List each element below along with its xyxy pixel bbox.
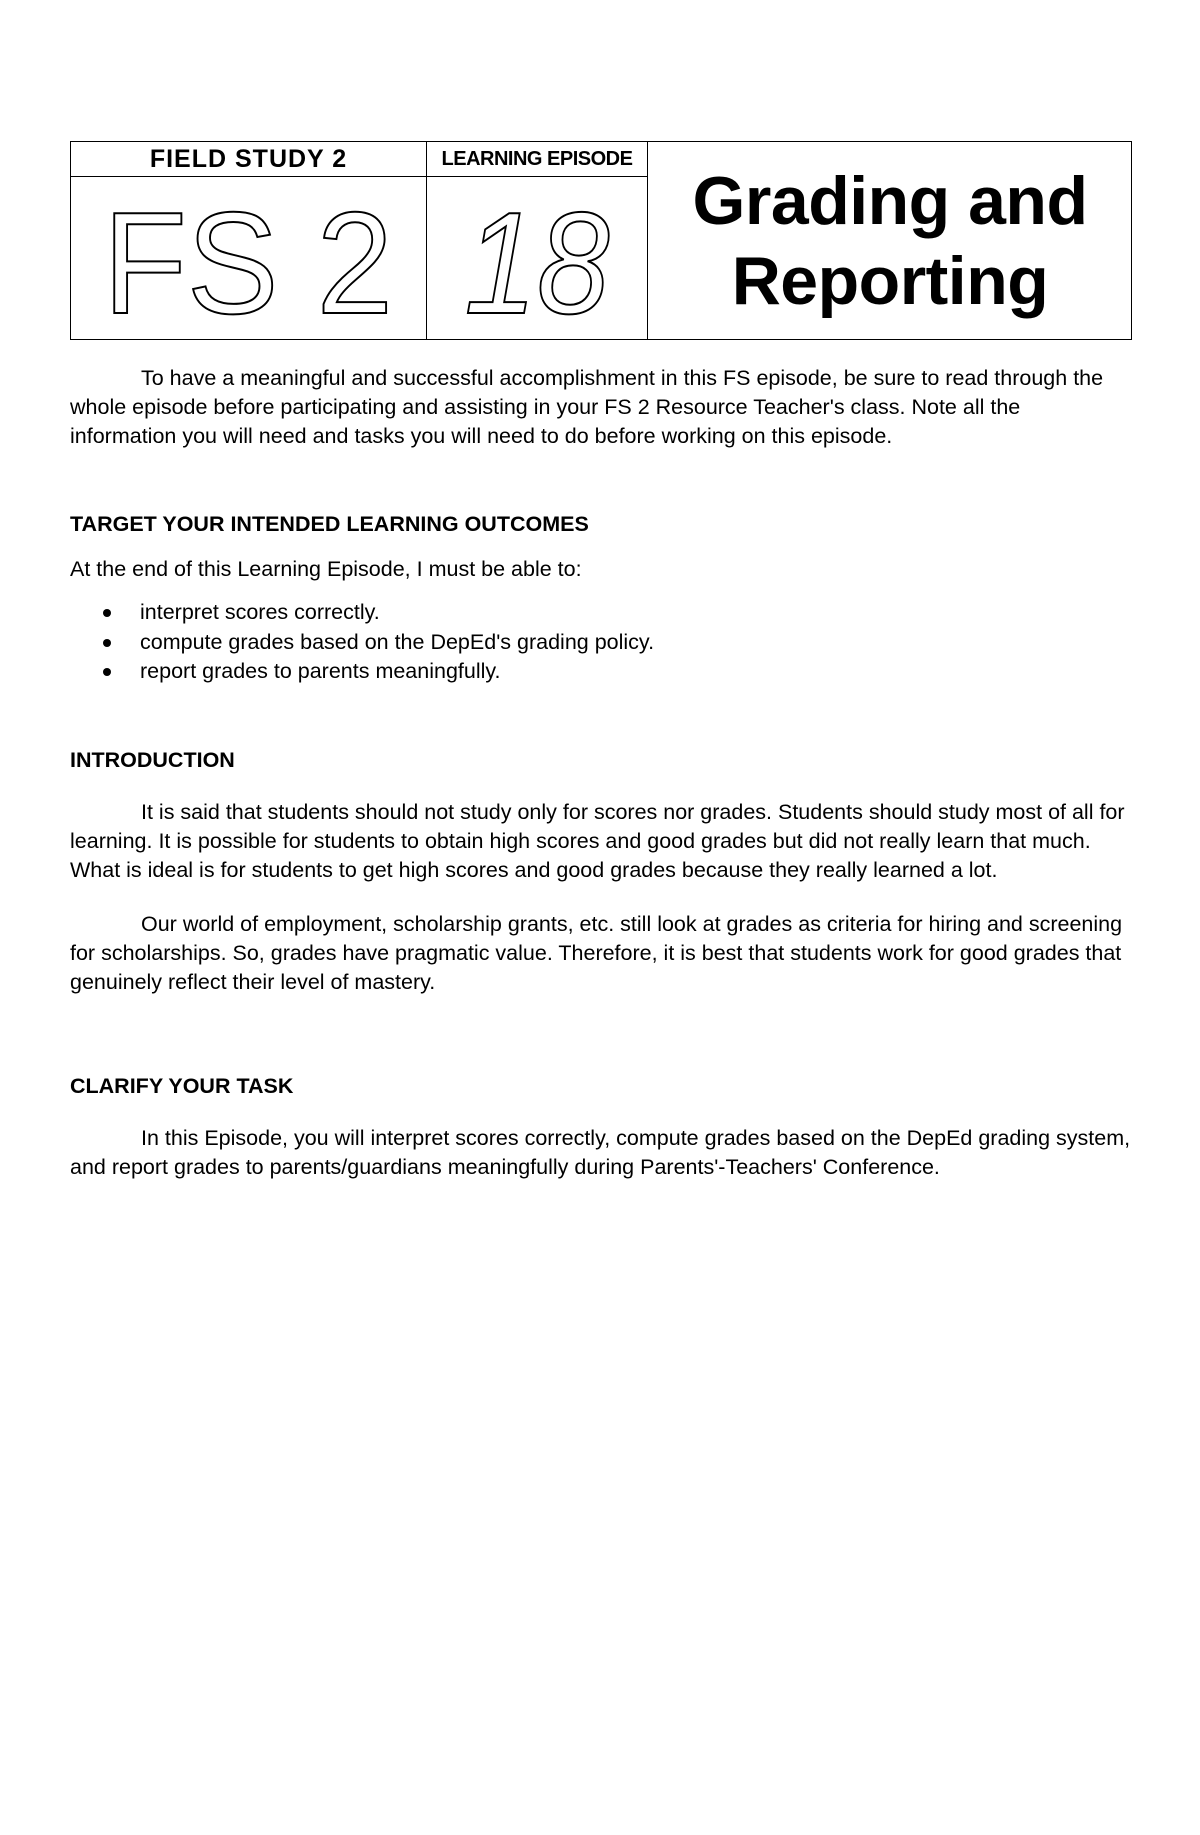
course-code-cell [71,177,426,340]
course-code-text: FS 2 [103,182,393,340]
outcomes-list [70,598,1132,687]
section-heading-clarify: CLARIFY YOUR TASK [70,1073,294,1098]
document-page [70,141,1132,1182]
section-heading-target: TARGET YOUR INTENDED LEARNING OUTCOMES [70,512,589,536]
course-code-outline [71,177,426,340]
outcome-text: interpret scores correctly. [140,600,380,624]
episode-header-box [70,141,1132,340]
learning-episode-label: LEARNING EPISODE [441,147,633,170]
section-heading-introduction: INTRODUCTION [70,747,235,772]
outcome-text: report grades to parents meaningfully. [140,659,501,683]
introduction-paragraph: It is said that students should not study only for scores nor grades. Students should study most of all for learning. It is possible for students to obtain high scores and good grades but did not really learn that much. What is ideal is for students to get high scores and good grades because they really learned a lot. [70,799,1125,882]
episode-title-line: Reporting [731,242,1049,319]
outcome-text: compute grades based on the DepEd's grading policy. [140,629,655,654]
list-item [70,598,1132,628]
bullet-icon [103,609,111,617]
intro-paragraph: To have a meaningful and successful accomplishment in this FS episode, be sure to read through the whole episode before participating and assisting in your FS 2 Resource Teacher's class. Note all the information you will need and tasks you will need to do before working on this episode. [70,366,1104,448]
episode-number-text: 18 [464,182,610,340]
clarify-paragraph: In this Episode, you will interpret scores correctly, compute grades based on the DepEd grading system, and report grades to parents/guardians meaningfully during Parents'-Teachers' Conference. [70,1125,1131,1179]
outcomes-lead: At the end of this Learning Episode, I must be able to: [70,557,582,581]
episode-number-cell [427,177,647,340]
episode-title [648,142,1132,339]
bullet-icon [103,668,111,676]
introduction-paragraph: Our world of employment, scholarship grants, etc. still look at grades as criteria for hiring and screening for scholarships. So, grades have pragmatic value. Therefore, it is best that students work for good grades that genuinely reflect their level of mastery. [70,911,1123,994]
list-item [70,657,1132,687]
list-item [70,628,1132,658]
field-study-label: FIELD STUDY 2 [149,144,348,173]
episode-title-line: Grading and [692,162,1088,239]
bullet-icon [103,639,111,647]
episode-number-outline [427,177,647,340]
